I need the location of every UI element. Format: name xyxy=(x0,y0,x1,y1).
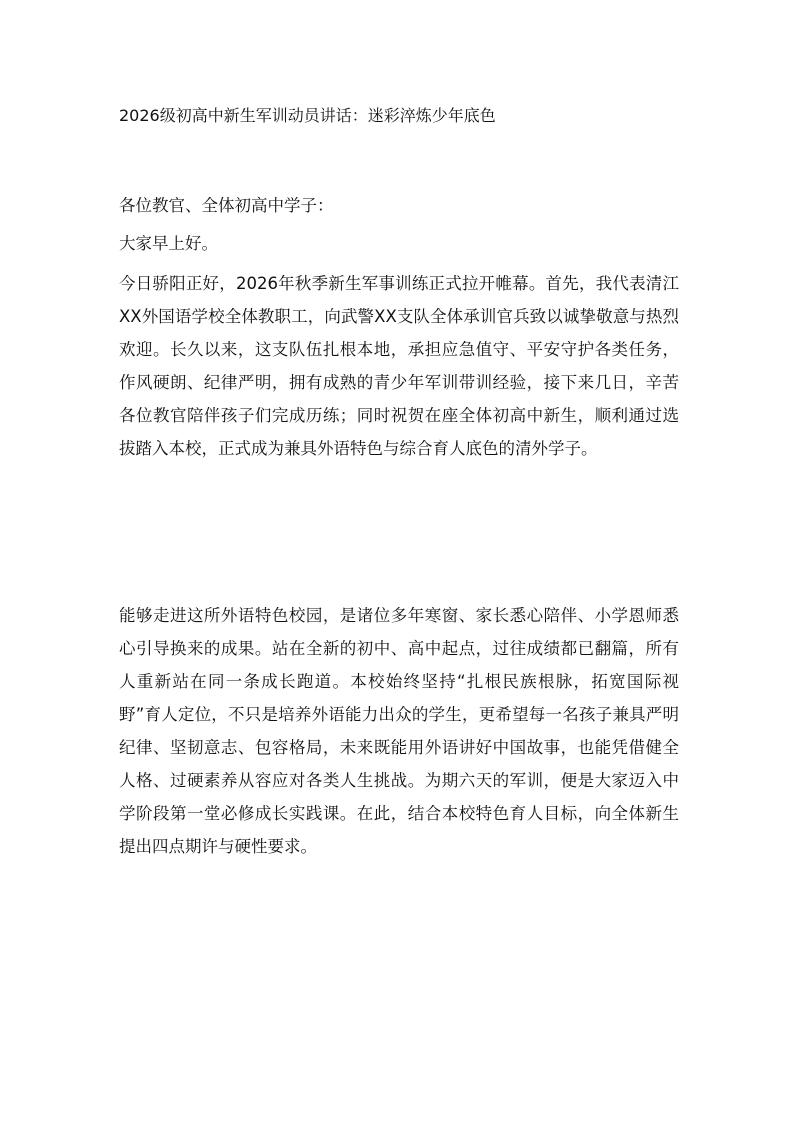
greeting: 大家早上好。 xyxy=(119,234,218,253)
salutation: 各位教官、全体初高中学子： xyxy=(119,196,334,215)
paragraph-expectations: 能够走进这所外语特色校园，是诸位多年寒窗、家长悉心陪伴、小学恩师悉心引导换来的成果。站在全新的初中、高中起点，过往成绩都已翻篇，所有人重新站在同一条成长跑道。本校始终坚持“扎根民族根脉，拓宽国际视野”育人定位，不只是培养外语能力出众的学生，更希望每一名孩子兼具严明纪律、坚韧意志、包容格局，未来既能用外语讲好中国故事，也能凭借健全人格、过硬素养从容应对各类人生挑战。为期六天的军训，便是大家迈入中学阶段第一堂必修成长实践课。在此，结合本校特色育人目标，向全体新生提出四点期许与硬性要求。 xyxy=(119,606,679,856)
paragraph-welcome: 今日骄阳正好，2026年秋季新生军事训练正式拉开帷幕。首先，我代表清江XX外国语学校全体教职工，向武警XX支队全体承训官兵致以诚挚敬意与热烈欢迎。长久以来，这支队伍扎根本地，承担应急值守、平安守护各类任务，作风硬朗、纪律严明，拥有成熟的青少年军训带训经验，接下来几日，辛苦各位教官陪伴孩子们完成历练；同时祝贺在座全体初高中新生，顺利通过选拔踏入本校，正式成为兼具外语特色与综合育人底色的清外学子。 xyxy=(119,274,679,458)
document-title: 2026级初高中新生军训动员讲话：迷彩淬炼少年底色 xyxy=(119,106,496,125)
